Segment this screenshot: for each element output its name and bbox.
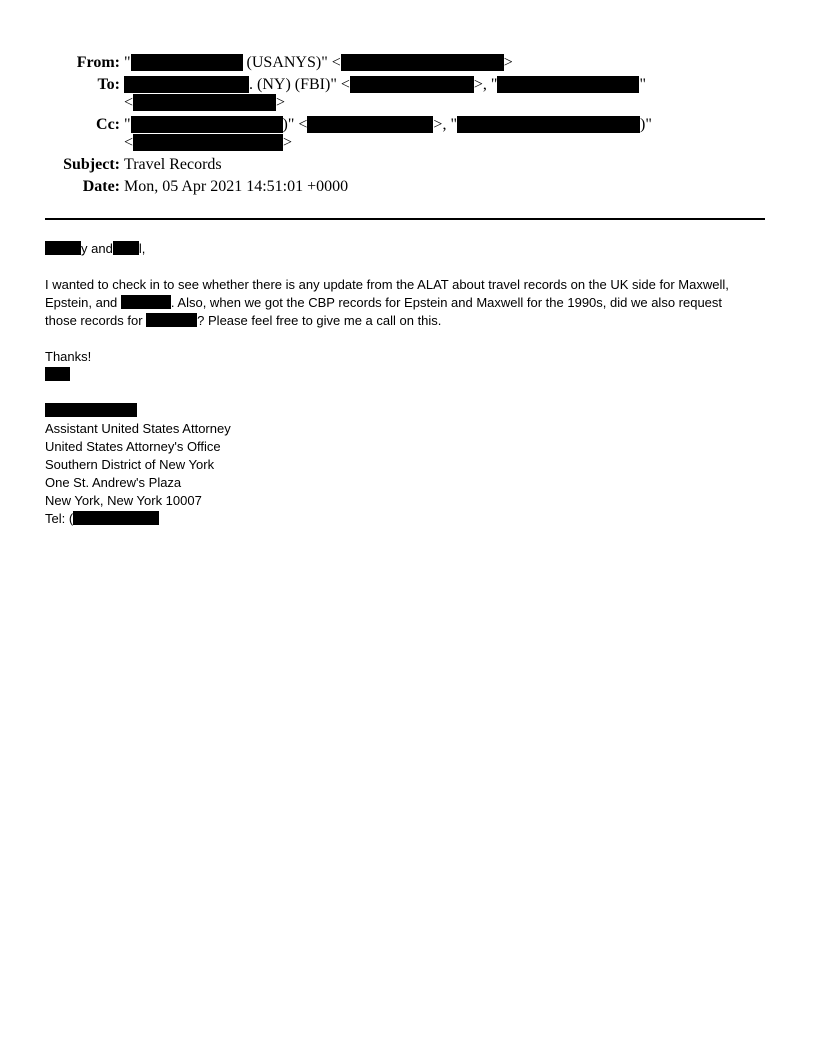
- to-close: >: [276, 94, 286, 111]
- body-line-1: I wanted to check in to see whether there is any update from the ALAT about travel records on the UK side for Maxwell,: [45, 277, 729, 292]
- signature-name: [45, 402, 775, 420]
- header-divider: [45, 218, 765, 220]
- body-line-3b: ? Please feel free to give me a call on this.: [197, 313, 442, 328]
- redaction-box: [133, 134, 283, 151]
- cc-separator: )" <: [282, 116, 308, 133]
- redaction-box: [113, 241, 139, 255]
- cc-close: >: [283, 134, 293, 151]
- cc-separator-2: >, ": [433, 116, 457, 133]
- redaction-box: [457, 116, 640, 133]
- to-value-line2: [124, 92, 285, 114]
- greeting: [45, 240, 775, 258]
- sender-initials: [45, 366, 775, 384]
- date-row: [0, 176, 816, 198]
- body-line-2a: Epstein, and: [45, 295, 118, 310]
- to-open: <: [124, 94, 134, 111]
- redaction-box: [73, 511, 159, 525]
- greeting-text: y and: [81, 241, 113, 256]
- subject-value: Travel Records: [124, 156, 222, 173]
- body-line-3a: those records for: [45, 313, 143, 328]
- redaction-box: [350, 76, 474, 93]
- from-close: >: [503, 54, 513, 71]
- to-label: To:: [97, 76, 120, 93]
- from-label: From:: [76, 54, 120, 71]
- cc-label: Cc:: [96, 116, 120, 133]
- redaction-box: [45, 367, 70, 381]
- redaction-box: [131, 54, 243, 71]
- body-line-2b: . Also, when we got the CBP records for Epstein and Maxwell for the 1990s, did we also request: [170, 295, 723, 310]
- date-label: Date:: [82, 178, 120, 195]
- cc-quote-close: )": [639, 116, 652, 133]
- signature-phone: [45, 510, 775, 528]
- to-org: . (NY) (FBI)" <: [249, 76, 350, 93]
- redaction-box: [124, 76, 249, 93]
- body-paragraph: [45, 276, 775, 330]
- from-row: [0, 52, 816, 74]
- to-quote: ": [639, 76, 646, 93]
- from-value: [124, 52, 513, 74]
- greeting-end: l,: [138, 241, 146, 256]
- cc-open: <: [124, 134, 134, 151]
- redaction-box: [497, 76, 639, 93]
- phone-label: Tel: (: [45, 511, 74, 526]
- subject-label: Subject:: [63, 156, 120, 173]
- redaction-box: [131, 116, 283, 133]
- redaction-box: [341, 54, 504, 71]
- to-row-continued: [0, 92, 816, 114]
- cc-quote: ": [124, 116, 131, 133]
- redaction-box: [146, 313, 197, 327]
- signature-address-1: One St. Andrew's Plaza: [45, 475, 182, 490]
- signature-title: Assistant United States Attorney: [45, 421, 231, 436]
- cc-value-line2: [124, 132, 292, 154]
- cc-row-continued: [0, 132, 816, 154]
- signature-district: Southern District of New York: [45, 457, 215, 472]
- sign-off: Thanks!: [45, 349, 92, 364]
- to-separator: >, ": [473, 76, 498, 93]
- redaction-box: [45, 241, 81, 255]
- signature-address-2: New York, New York 10007: [45, 493, 202, 508]
- email-body: [45, 240, 775, 528]
- subject-row: [0, 154, 816, 176]
- redaction-box: [133, 94, 276, 111]
- redaction-box: [121, 295, 171, 309]
- redaction-box: [45, 403, 137, 417]
- signature-office: United States Attorney's Office: [45, 439, 221, 454]
- from-quote: ": [124, 54, 131, 71]
- redaction-box: [307, 116, 433, 133]
- date-value: Mon, 05 Apr 2021 14:51:01 +0000: [124, 178, 349, 195]
- from-org: (USANYS)" <: [242, 54, 341, 71]
